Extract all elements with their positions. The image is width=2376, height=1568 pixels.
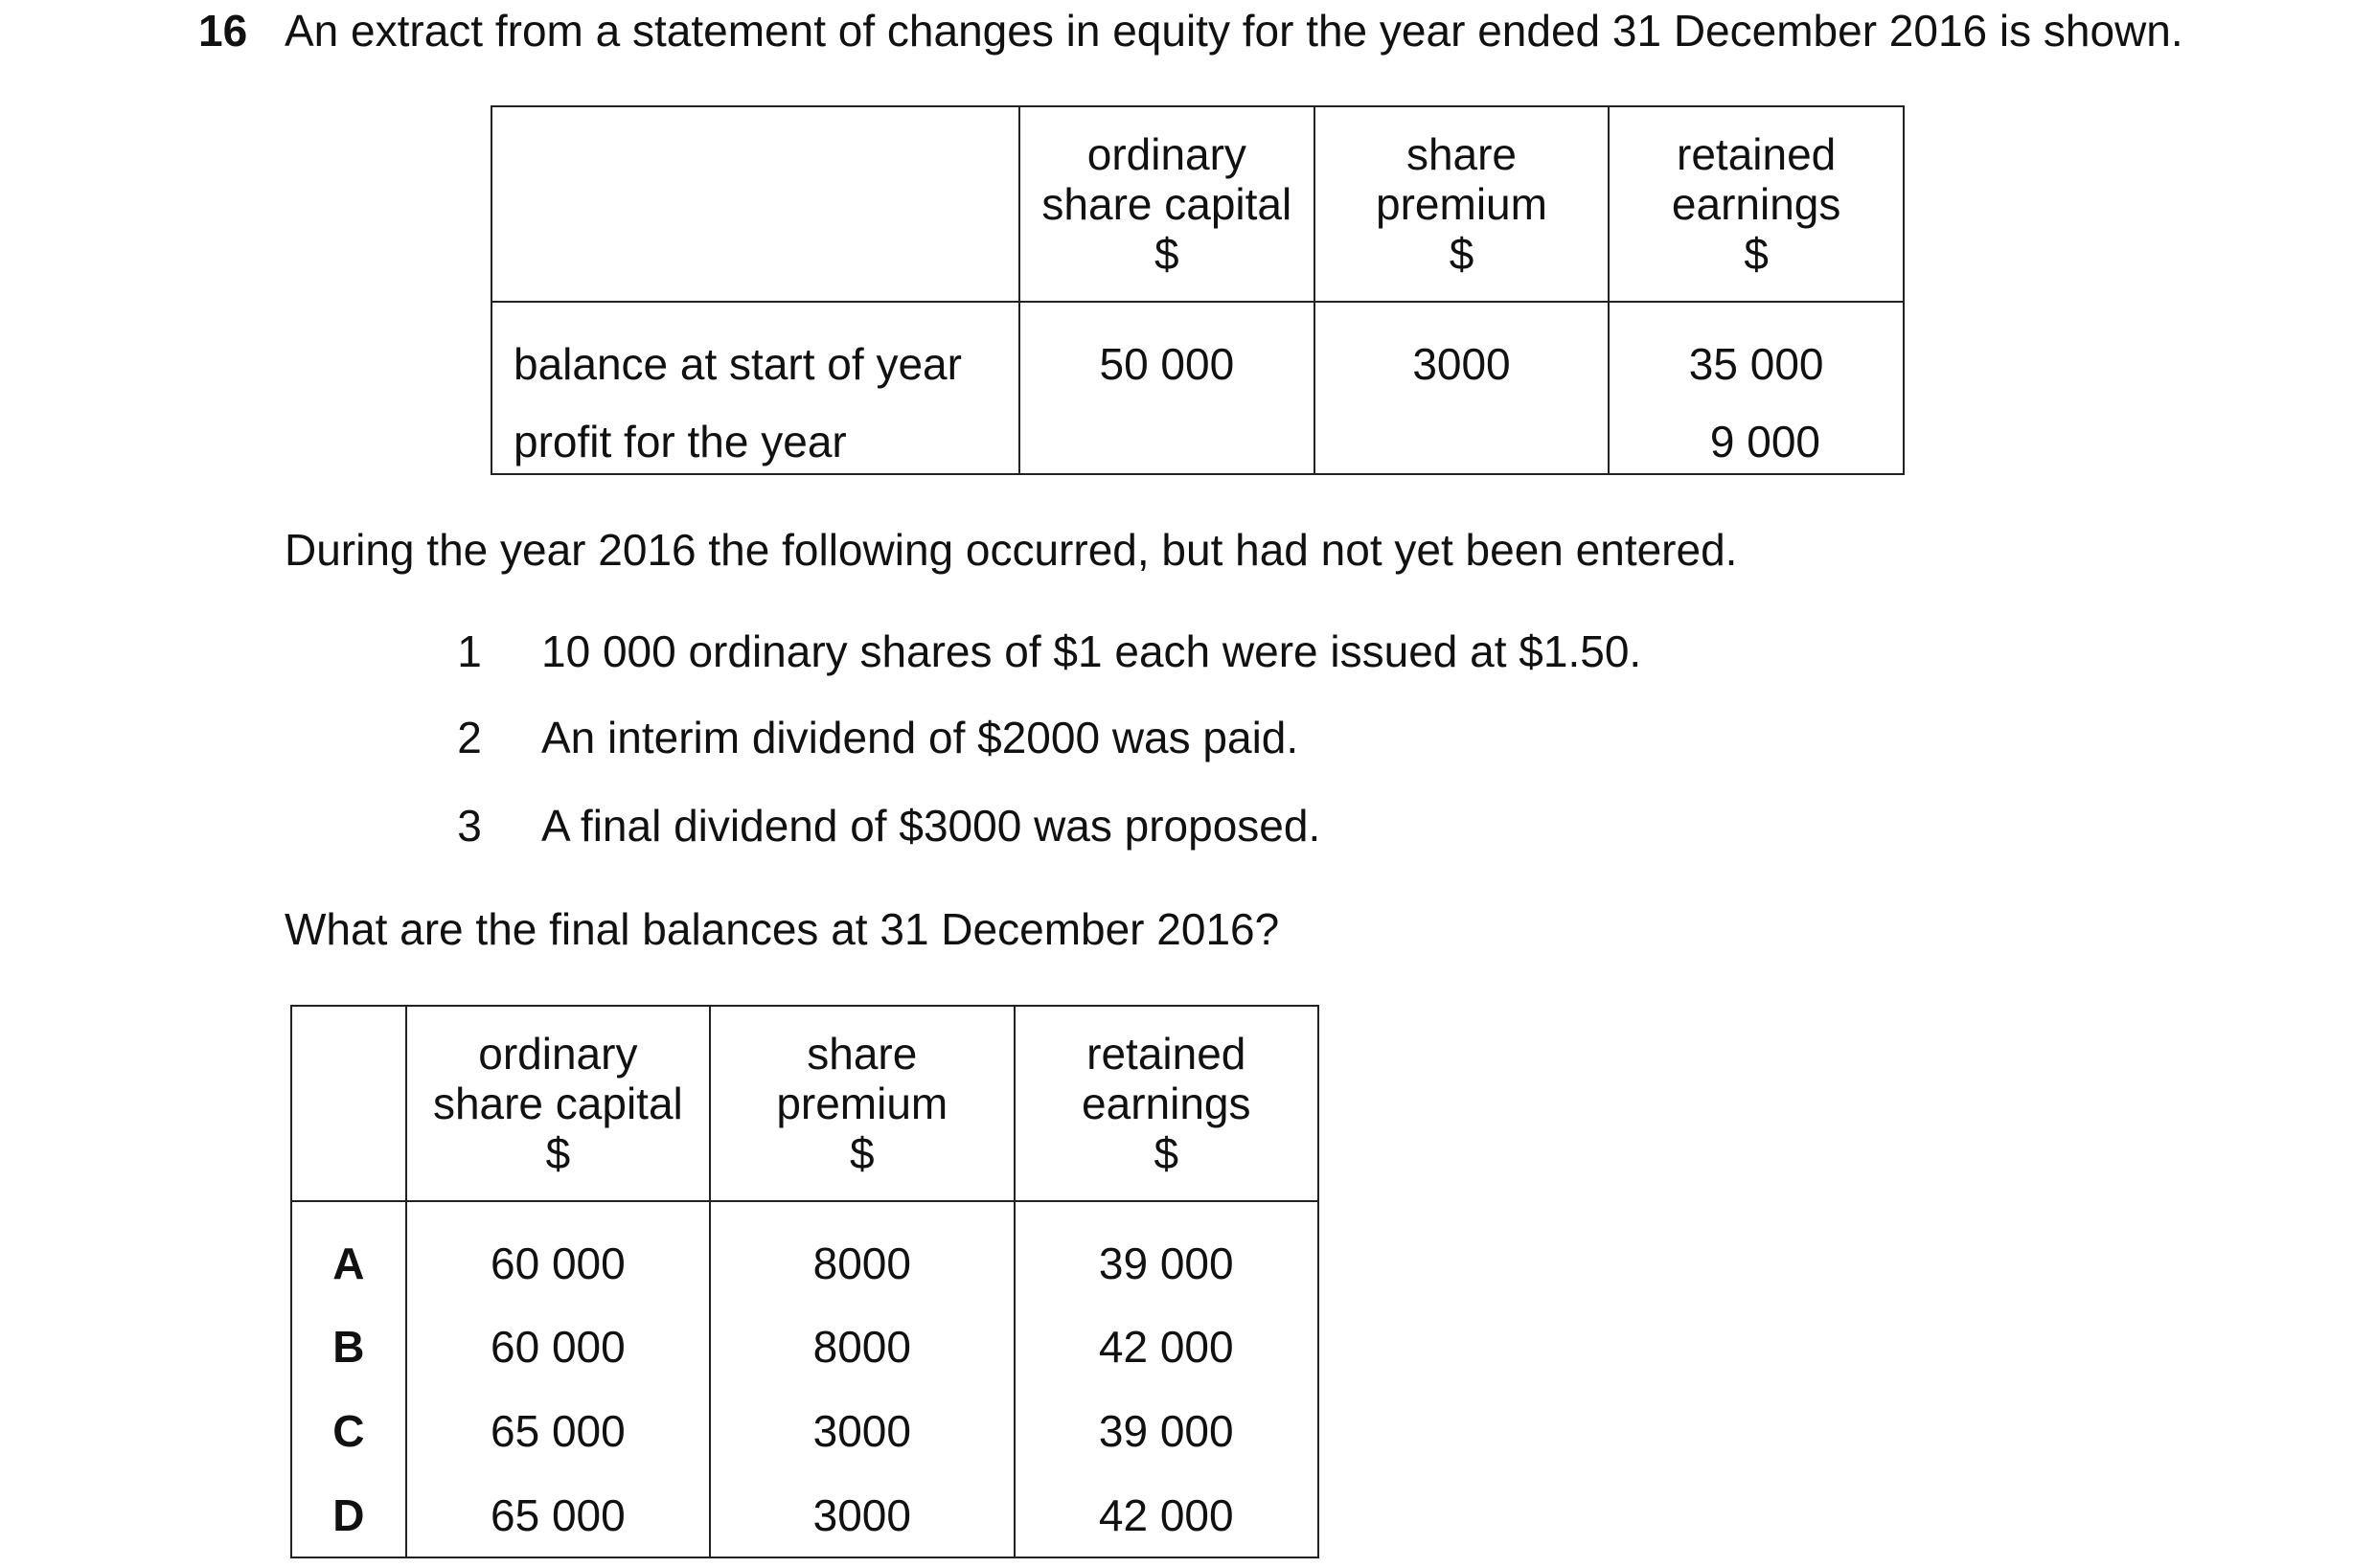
retained-earnings-value: 39 000 (1015, 1389, 1318, 1473)
option-letter-c: C (291, 1389, 406, 1473)
row-label: balance at start of year (491, 302, 1019, 409)
table-row (491, 409, 1904, 474)
question-prompt: What are the final balances at 31 December 2016? (285, 904, 1280, 954)
extract-header-row (491, 106, 1904, 302)
retained-earnings-value: 35 000 (1609, 302, 1904, 409)
option-letter-a: A (291, 1201, 406, 1305)
question-number: 16 (198, 6, 248, 56)
answer-header-share-capital: ordinary share capital $ (406, 1006, 710, 1201)
share-capital-value: 60 000 (406, 1305, 710, 1389)
share-capital-value: 60 000 (406, 1201, 710, 1305)
share-capital-value (1019, 409, 1314, 474)
share-premium-value: 3000 (710, 1389, 1014, 1473)
event-number: 2 (457, 713, 482, 762)
share-premium-value (1314, 409, 1610, 474)
table-row (291, 1473, 1318, 1557)
event-number: 3 (457, 801, 482, 851)
table-row (291, 1389, 1318, 1473)
share-capital-value: 65 000 (406, 1389, 710, 1473)
extract-table (491, 105, 1905, 475)
extract-header-retained-earnings: retained earnings $ (1609, 106, 1904, 302)
table-row (491, 302, 1904, 409)
table-row (291, 1201, 1318, 1305)
answer-header-retained-earnings: retained earnings $ (1015, 1006, 1318, 1201)
intro-paragraph: During the year 2016 the following occurred, but had not yet been entered. (285, 525, 1738, 575)
event-number: 1 (457, 626, 482, 676)
question-text: An extract from a statement of changes in equity for the year ended 31 December 2016 is shown. (285, 6, 2183, 56)
event-text: 10 000 ordinary shares of $1 each were issued at $1.50. (541, 626, 1642, 676)
share-capital-value: 65 000 (406, 1473, 710, 1557)
retained-earnings-value: 42 000 (1015, 1305, 1318, 1389)
share-premium-value: 8000 (710, 1201, 1014, 1305)
share-premium-value: 3000 (1314, 302, 1610, 409)
extract-header-empty (491, 106, 1019, 302)
extract-header-share-premium: share premium $ (1314, 106, 1610, 302)
retained-earnings-value: 39 000 (1015, 1201, 1318, 1305)
event-text: A final dividend of $3000 was proposed. (541, 801, 1321, 851)
retained-earnings-value: 42 000 (1015, 1473, 1318, 1557)
answer-header-share-premium: share premium $ (710, 1006, 1014, 1201)
event-text: An interim dividend of $2000 was paid. (541, 713, 1299, 762)
option-letter-b: B (291, 1305, 406, 1389)
extract-header-share-capital: ordinary share capital $ (1019, 106, 1314, 302)
share-premium-value: 3000 (710, 1473, 1014, 1557)
answer-table (290, 1005, 1319, 1558)
answer-header-empty (291, 1006, 406, 1201)
share-premium-value: 8000 (710, 1305, 1014, 1389)
option-letter-d: D (291, 1473, 406, 1557)
retained-earnings-value: 9 000 (1609, 409, 1904, 474)
row-label: profit for the year (491, 409, 1019, 474)
table-row (291, 1305, 1318, 1389)
answer-header-row (291, 1006, 1318, 1201)
share-capital-value: 50 000 (1019, 302, 1314, 409)
